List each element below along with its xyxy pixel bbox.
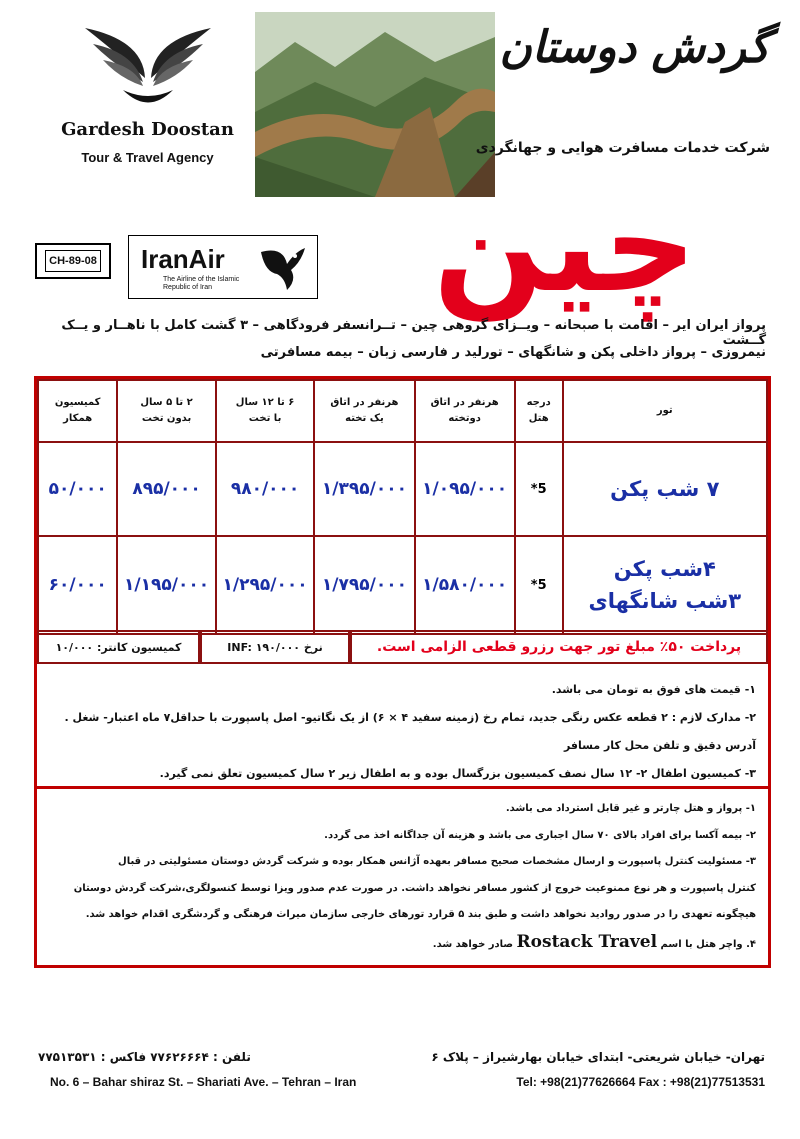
single-price-cell: ۱/۷۹۵/۰۰۰ [314,536,414,634]
voucher-note-prefix: ۴. واچر هتل با اسم [660,938,756,950]
note-item: ۲- مدارک لازم : ۲ قطعه عکس رنگی جدید، تمام رخ (زمینه سفید ۴ × ۶) از یک نگاتیو- اصل پاسپورت با حداقل۷ ماه اعتبار- شغل . [64,711,756,724]
brand-tagline: Tour & Travel Agency [81,150,214,165]
header-tour: تور [563,380,767,442]
note-item: ۲- بیمه آکسا برای افراد بالای ۷۰ سال اجباری می باشد و هزینه آن جداگانه اخذ می گردد. [324,829,756,841]
grade-cell: 5* [515,536,563,634]
wings-logo-icon [83,20,213,115]
airline-name: IranAir [141,244,225,274]
primary-notes [36,676,756,788]
table-row [38,442,767,536]
secondary-notes [36,796,756,958]
airline-tagline: The Airline of the Islamic Republic of Iran [163,276,240,291]
tour-code-box [35,243,111,279]
notes-divider [37,786,768,789]
header-child-bed: ۶ تا ۱۲ سال با تخت [216,380,315,442]
header-single: هرنفر در اتاق یک تخته [314,380,414,442]
tour-price-table [37,379,768,635]
destination-title: چین [433,169,697,321]
counter-commission: کمیسیون کانتر: ۱۰/۰۰۰ [37,630,200,664]
double-price-cell: ۱/۵۸۰/۰۰۰ [415,536,515,634]
company-description: شرکت خدمات مسافرت هوایی و جهانگردی [475,140,770,156]
single-price-cell: ۱/۳۹۵/۰۰۰ [314,442,414,536]
table-header-row [38,380,767,442]
footer-phones-en: Tel: +98(21)77626664 Fax : +98(21)77513531 [516,1075,765,1089]
note-item: ۳- مسئولیت کنترل پاسپورت و ارسال مشخصات صحیح مسافر بعهده آژانس همکار بوده و شرکت گردش دوستان مسئولیتی در قبال [118,856,756,867]
grade-cell: 5* [515,442,563,536]
airline-logo-box [128,235,318,299]
header-agent-comm: کمیسیون همکار [38,380,117,442]
header-double: هرنفر در اتاق دوتخته [415,380,515,442]
inf-rate: نرخ INF: ۱۹۰/۰۰۰ [200,630,350,664]
child-nobed-price-cell: ۱/۱۹۵/۰۰۰ [117,536,216,634]
voucher-note [36,929,756,959]
note-item: هیچگونه تعهدی را در صدور روادید نخواهد داشت و طبق بند ۵ قرارد تورهای خارجی سازمان میراث فرهنگی و گردشگری اقدام خواهد شد. [85,909,756,920]
payment-row [37,630,768,664]
voucher-note-suffix: صادر خواهد شد. [432,938,514,950]
double-price-cell: ۱/۰۹۵/۰۰۰ [415,442,515,536]
note-item: کنترل پاسپورت و هر نوع ممنوعیت خروج از کشور مسافر نخواهد داشت. در صورت عدم صدور ویزا توسط کنسولگری،شرکت گردش دوستان [73,882,756,894]
footer-address-fa: تهران- خیابان شریعتی- ابتدای خیابان بهارشیراز – پلاک ۶ [431,1050,765,1064]
tour-name-cell: ۷ شب پکن [563,442,767,536]
header-child-nobed: ۲ تا ۵ سال بدون تخت [117,380,216,442]
note-item: ۱- پرواز و هتل چارتر و غیر قابل استرداد می باشد. [505,803,756,814]
footer-phones-fa: تلفن : ۷۷۶۲۶۶۶۴ فاکس : ۷۷۵۱۳۵۳۱ [38,1050,251,1064]
tour-name-cell: ۴شب پکن ۳شب شانگهای [563,536,767,634]
agent-comm-cell: ۵۰/۰۰۰ [38,442,117,536]
child-bed-price-cell: ۱/۲۹۵/۰۰۰ [216,536,315,634]
note-item: آدرس دقیق و تلفن محل کار مسافر [563,739,756,752]
table-row [38,536,767,634]
homa-bird-icon [257,242,309,294]
services-line-2: نیمروزی – پرواز داخلی پکن و شانگهای – تورلید ر فارسی زبان – بیمه مسافرتی [260,345,766,360]
tour-code: CH-89-08 [45,250,101,272]
child-nobed-price-cell: ۸۹۵/۰۰۰ [117,442,216,536]
voucher-agency-name: Rostack Travel [516,931,658,952]
payment-notice: پرداخت ۵۰٪ مبلغ تور جهت رزرو قطعی الزامی است. [350,630,768,664]
services-line-1: پرواز ایران ایر – اقامت با صبحانه – ویــزای گروهی چین – تــرانسفر فرودگاهی – ۳ گشت کامل با ناهــار و یــک گــشت [61,318,766,348]
footer-address-en: No. 6 – Bahar shiraz St. – Shariati Ave. – Tehran – Iran [50,1075,357,1089]
agent-comm-cell: ۶۰/۰۰۰ [38,536,117,634]
note-item: ۳- کمیسیون اطفال ۲- ۱۲ سال نصف کمیسیون بزرگسال بوده و به اطفال زیر ۲ سال کمیسیون تعلق نمی گیرد. [159,767,756,780]
note-item: ۱- قیمت های فوق به تومان می باشد. [551,683,756,696]
company-logo [55,20,240,190]
brand-name-en: Gardesh Doostan [61,119,234,140]
brand-name-fa: گردش دوستان [499,22,770,73]
child-bed-price-cell: ۹۸۰/۰۰۰ [216,442,315,536]
header-grade: درجه هتل [515,380,563,442]
